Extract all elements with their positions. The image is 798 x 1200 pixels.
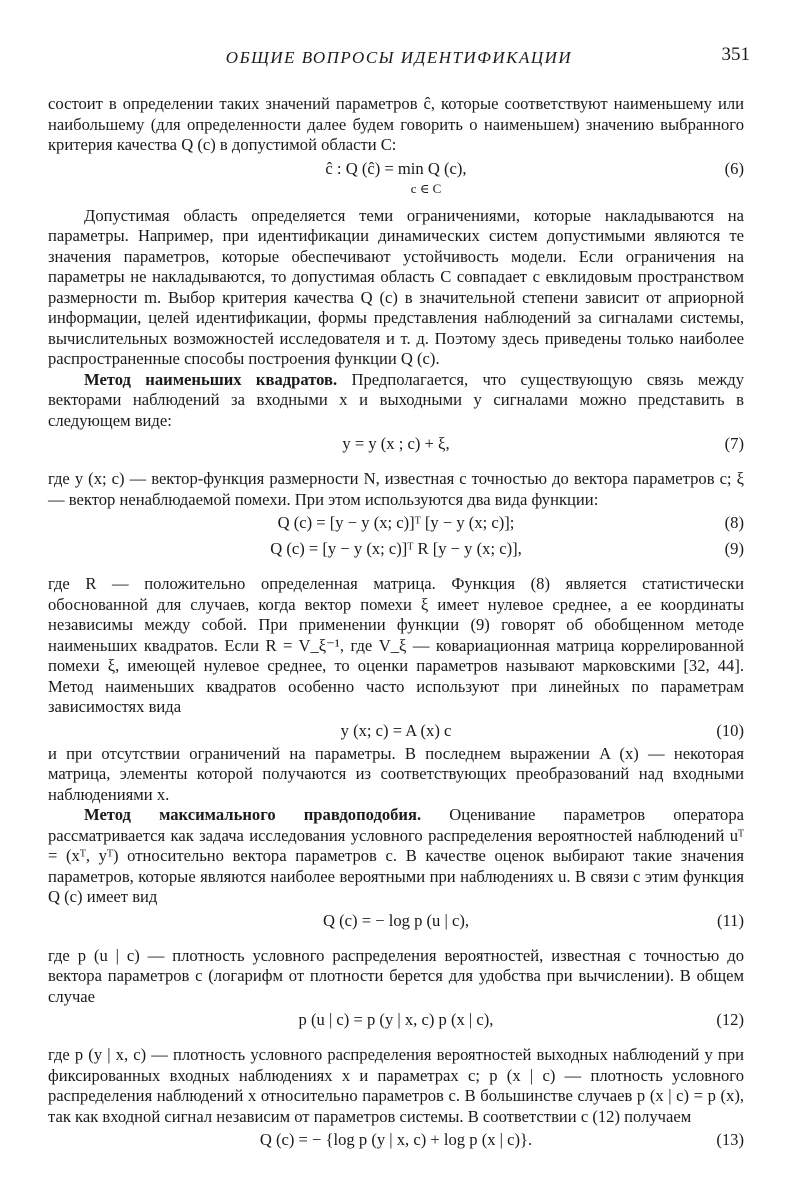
equation-7	[48, 431, 744, 457]
least-squares-heading: Метод наименьших квадратов.	[84, 369, 338, 389]
equation-6-subscript: c ∈ C	[410, 180, 442, 196]
equation-10-number: (10)	[716, 720, 744, 740]
running-title: ОБЩИЕ ВОПРОСЫ ИДЕНТИФИКАЦИИ	[225, 48, 573, 67]
paragraph-least-squares	[48, 370, 744, 432]
equation-11-number: (11)	[716, 910, 744, 930]
paragraph-positive-definite: где R — положительно определенная матрица. Функция (8) является статистически обоснованной для случаев, когда вектор помехи ξ имеет нулевое среднее, а ее координаты независимы между собой. При применении функции (9) говорят об обобщенном методе наименьших квадратов. Если R = V_ξ⁻¹, где V_ξ — ковариационная матрица коррелированной помехи ξ, имеющей нулевое среднее, то оценки параметров называют марковскими [32, 44]. Метод наименьших квадратов особенно часто используют при линейных по параметрам зависимостях вида	[48, 574, 744, 716]
equation-12-formula: p (u | c) = p (y | x, c) p (x | c),	[298, 1010, 494, 1029]
max-likelihood-heading: Метод максимального правдоподобия.	[84, 805, 422, 824]
paragraph-max-likelihood	[48, 805, 744, 908]
equation-12-number: (12)	[716, 1010, 744, 1029]
equation-7-formula: y = y (x ; c) + ξ,	[342, 434, 450, 453]
page-number: 351	[721, 44, 750, 65]
equation-6-formula: ĉ : Q (ĉ) = min Q (c),	[325, 158, 467, 178]
equation-8	[48, 510, 744, 536]
paragraph-intro: состоит в определении таких значений параметров ĉ, которые соответствуют наименьшему или наибольшему (для определенности далее будем говорить о наименьшем) значению выбранного критерия качества Q (c) в допустимой области C:	[48, 94, 744, 154]
equation-13-formula: Q (c) = − {log p (y | x, c) + log p (x | c)}.	[259, 1130, 533, 1149]
paragraph-admissible-region: Допустимая область определяется теми ограничениями, которые накладываются на параметры. Например, при идентификации динамических систем допустимыми являются те значения параметров, которые обеспечивают устойчивость модели. Если ограничения на параметры не накладываются, то допустимая область C совпадает с евклидовым пространством размерности m. Выбор критерия качества Q (c) в значительной степени зависит от априорной информации, целей идентификации, формы представления наблюдений за сигналами системы, вычислительных возможностей исследователя и т. д. Поэтому здесь приведены только наиболее распространенные способы построения функции Q (c).	[48, 205, 744, 368]
equation-11	[48, 908, 744, 934]
paragraph-density: где p (u | c) — плотность условного распределения вероятностей, известная с точностью до вектора параметров c (логарифм от плотности берется для удобства при вычислении). В общем случае	[48, 945, 744, 1006]
least-squares-text: Предполагается, что существующую связь между векторами наблюдений за входными x и выходными y сигналами можно представить в следующем виде:	[48, 369, 744, 430]
equation-7-number: (7)	[724, 434, 744, 453]
max-likelihood-text: Оценивание параметров оператора рассматривается как задача исследования условного распределения вероятностей наблюдений uᵀ = (xᵀ, yᵀ) относительно вектора параметров c. В качестве оценок выбирают такие значения параметров, которые являются наиболее вероятными при наблюдениях u. В связи с этим функция Q (c) имеет вид	[48, 805, 744, 906]
equation-12	[48, 1007, 744, 1033]
equation-13	[48, 1127, 744, 1153]
paragraph-conditional-density: где p (y | x, c) — плотность условного распределения вероятностей выходных наблюдений y при фиксированных входных наблюдениях x и параметрах c; p (x | c) — плотность условного распределения наблюдений x относительно параметров c. В большинстве случаев p (x | c) = p (x), так как входной сигнал независим от параметров системы. В соответствии с (12) получаем	[48, 1045, 744, 1126]
equation-6	[48, 156, 744, 200]
equation-10-formula: y (x; c) = A (x) c	[340, 720, 452, 740]
page-header	[48, 44, 750, 74]
paragraph-no-constraints: и при отсутствии ограничений на параметры. В последнем выражении A (x) — некоторая матрица, элементы которой получаются из соответствующих преобразований над входными наблюдениями x.	[48, 743, 744, 804]
equation-10	[48, 718, 744, 744]
equation-9	[48, 536, 744, 562]
paragraph-vector-function: где y (x; c) — вектор-функция размерности N, известная с точностью до вектора параметров c; ξ — вектор ненаблюдаемой помехи. При этом используются два вида функции:	[48, 469, 744, 509]
body-text	[48, 94, 744, 1153]
equation-13-number: (13)	[716, 1130, 744, 1149]
equation-11-formula: Q (c) = − log p (u | c),	[323, 910, 469, 930]
equation-9-formula: Q (c) = [y − y (x; c)]ᵀ R [y − y (x; c)],	[270, 539, 522, 558]
equation-8-number: (8)	[724, 513, 744, 532]
equation-8-formula: Q (c) = [y − y (x; c)]ᵀ [y − y (x; c)];	[277, 513, 515, 532]
equation-6-number: (6)	[724, 158, 744, 178]
equation-9-number: (9)	[724, 539, 744, 558]
